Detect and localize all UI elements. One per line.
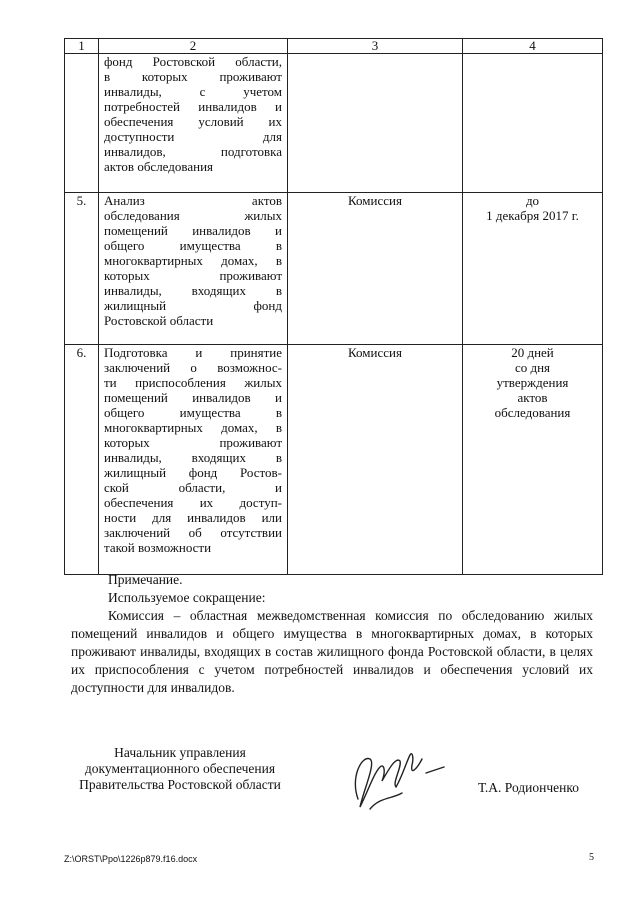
measure-line: в которых проживают xyxy=(104,69,282,84)
footer-file-path: Z:\ORST\Ppo\1226p879.f16.docx xyxy=(64,854,198,864)
signatory-position-line: документационного обеспечения xyxy=(84,761,276,776)
measure-line: инвалидов, подготовка xyxy=(104,144,282,159)
measure-line: обеспечения условий их xyxy=(104,114,282,129)
measure-line: инвалиды, входящих в xyxy=(104,450,282,465)
measure-line: которых проживают xyxy=(104,268,282,283)
measure-line: помещений инвалидов и xyxy=(104,390,282,405)
header-col-1: 1 xyxy=(65,39,99,54)
header-col-2: 2 xyxy=(99,39,288,54)
measure-line: обеспечения их доступ- xyxy=(104,495,282,510)
signatory-name: Т.А. Родионченко xyxy=(478,780,579,795)
measure-line: доступности для xyxy=(104,129,282,144)
handwritten-signature xyxy=(340,737,450,817)
measure-line: общего имущества в xyxy=(104,405,282,420)
note-abbrev-label: Используемое сокращение: xyxy=(108,590,266,605)
table-row xyxy=(65,193,603,345)
row-number: 6. xyxy=(65,345,99,575)
table-row xyxy=(65,54,603,193)
deadline-cell xyxy=(463,345,603,575)
deadline-line: обследования xyxy=(494,405,571,420)
measure-line: фонд Ростовской области, xyxy=(104,54,282,69)
executor-cell: Комиссия xyxy=(288,345,463,575)
note-title: Примечание. xyxy=(108,572,183,587)
deadline-line: 1 декабря 2017 г. xyxy=(486,208,579,223)
measure-line: ности для инвалидов или xyxy=(104,510,282,525)
measure-line: обследования жилых xyxy=(104,208,282,223)
deadline-cell xyxy=(463,54,603,193)
measure-line: заключений об отсутствии xyxy=(104,525,282,540)
measure-line: актов обследования xyxy=(104,159,214,174)
signatory-position xyxy=(60,745,300,793)
measure-line: ской области, и xyxy=(104,480,282,495)
note-text: Комиссия – областная межведомственная комиссия по обследованию жилых помещений инвалидов и общего имущества в многоквартирных домах, в которых проживают инвалиды, входящих в состав жилищного фонда Ростовской области, в целях их приспособления с учетом потребностей инвалидов и обеспечения условий их доступности для инвалидов. xyxy=(71,608,593,695)
table-header-row xyxy=(65,39,603,54)
measure-line: многоквартирных домах, в xyxy=(104,253,282,268)
measure-line: многоквартирных домах, в xyxy=(104,420,282,435)
deadline-line: до xyxy=(525,193,540,208)
measure-cell xyxy=(99,345,288,575)
measure-cell xyxy=(99,193,288,345)
measure-line: инвалиды, с учетом xyxy=(104,84,282,99)
measure-line: ти приспособления жилых xyxy=(104,375,282,390)
measure-line: которых проживают xyxy=(104,435,282,450)
executor-cell: Комиссия xyxy=(288,193,463,345)
measure-line: помещений инвалидов и xyxy=(104,223,282,238)
row-number: 5. xyxy=(65,193,99,345)
measure-line: Подготовка и принятие xyxy=(104,345,282,360)
deadline-line: утверждения xyxy=(496,375,569,390)
measure-line: инвалиды, входящих в xyxy=(104,283,282,298)
measure-line: заключений о возможнос- xyxy=(104,360,282,375)
measure-line: такой возможности xyxy=(104,540,212,555)
signatory-position-line: Начальник управления xyxy=(114,745,246,760)
header-col-4: 4 xyxy=(463,39,603,54)
executor-cell xyxy=(288,54,463,193)
deadline-line: со дня xyxy=(514,360,551,375)
measure-line: потребностей инвалидов и xyxy=(104,99,282,114)
measure-cell xyxy=(99,54,288,193)
deadline-cell xyxy=(463,193,603,345)
measure-line: Анализ актов xyxy=(104,193,282,208)
measure-line: Ростовской области xyxy=(104,313,214,328)
note-block xyxy=(71,571,593,697)
measure-line: общего имущества в xyxy=(104,238,282,253)
table-row xyxy=(65,345,603,575)
header-col-3: 3 xyxy=(288,39,463,54)
signatory-position-line: Правительства Ростовской области xyxy=(79,777,281,792)
measure-line: жилищный фонд xyxy=(104,298,282,313)
measures-table xyxy=(64,38,603,575)
measure-line: жилищный фонд Ростов- xyxy=(104,465,282,480)
deadline-line: 20 дней xyxy=(511,345,554,360)
deadline-line: актов xyxy=(517,390,548,405)
page-number: 5 xyxy=(589,852,594,863)
row-number xyxy=(65,54,99,193)
